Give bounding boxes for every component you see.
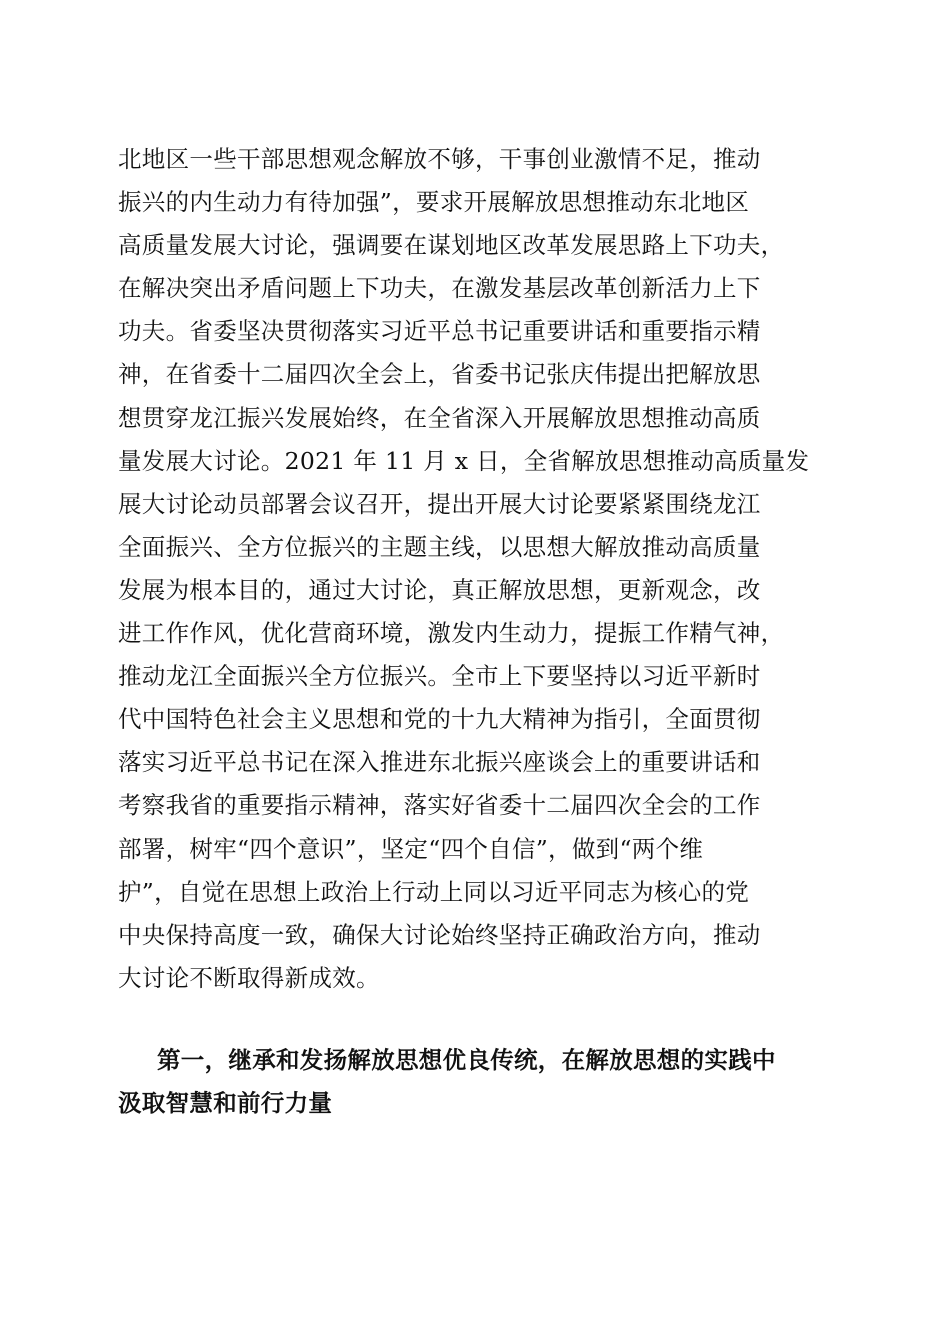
- paragraph-line: 发展为根本目的，通过大讨论，真正解放思想，更新观念，改: [118, 575, 761, 604]
- paragraph-line: 振兴的内生动力有待加强”，要求开展解放思想推动东北地区: [118, 188, 750, 217]
- paragraph-line: 高质量发展大讨论，强调要在谋划地区改革发展思路上下功夫，: [118, 231, 785, 260]
- paragraph-line: 全面振兴、全方位振兴的主题主线，以思想大解放推动高质量: [118, 532, 761, 561]
- paragraph-line: 北地区一些干部思想观念解放不够，干事创业激情不足，推动: [118, 145, 761, 173]
- body-paragraph: [118, 138, 828, 1000]
- paragraph-line: 展大讨论动员部署会议召开，提出开展大讨论要紧紧围绕龙江: [118, 489, 761, 518]
- paragraph-line: 考察我省的重要指示精神，落实好省委十二届四次全会的工作: [118, 791, 761, 820]
- paragraph-line: 护”，自觉在思想上政治上行动上同以习近平同志为核心的党: [118, 877, 750, 906]
- paragraph-line: 代中国特色社会主义思想和党的十九大精神为指引，全面贯彻: [118, 705, 761, 734]
- paragraph-line: 推动龙江全面振兴全方位振兴。全市上下要坚持以习近平新时: [118, 662, 761, 691]
- paragraph-line: 中央保持高度一致，确保大讨论始终坚持正确政治方向，推动: [118, 920, 761, 949]
- paragraph-line: 功夫。省委坚决贯彻落实习近平总书记重要讲话和重要指示精: [118, 317, 761, 346]
- paragraph-line: 量发展大讨论。2021 年 11 月 x 日，全省解放思想推动高质量发: [118, 446, 810, 475]
- paragraph-line: 大讨论不断取得新成效。: [118, 963, 380, 992]
- heading-line: 第一，继承和发扬解放思想优良传统，在解放思想的实践中: [157, 1046, 776, 1074]
- section-heading: [118, 1039, 828, 1125]
- paragraph-line: 落实习近平总书记在深入推进东北振兴座谈会上的重要讲话和: [118, 748, 761, 777]
- paragraph-line: 想贯穿龙江振兴发展始终，在全省深入开展解放思想推动高质: [118, 403, 761, 432]
- heading-line: 汲取智慧和前行力量: [118, 1089, 333, 1118]
- paragraph-line: 在解决突出矛盾问题上下功夫，在激发基层改革创新活力上下: [118, 274, 761, 303]
- paragraph-line: 进工作作风，优化营商环境，激发内生动力，提振工作精气神，: [118, 619, 785, 648]
- paragraph-line: 部署，树牢“四个意识”，坚定“四个自信”，做到“两个维: [118, 834, 704, 863]
- paragraph-line: 神，在省委十二届四次全会上，省委书记张庆伟提出把解放思: [118, 360, 761, 389]
